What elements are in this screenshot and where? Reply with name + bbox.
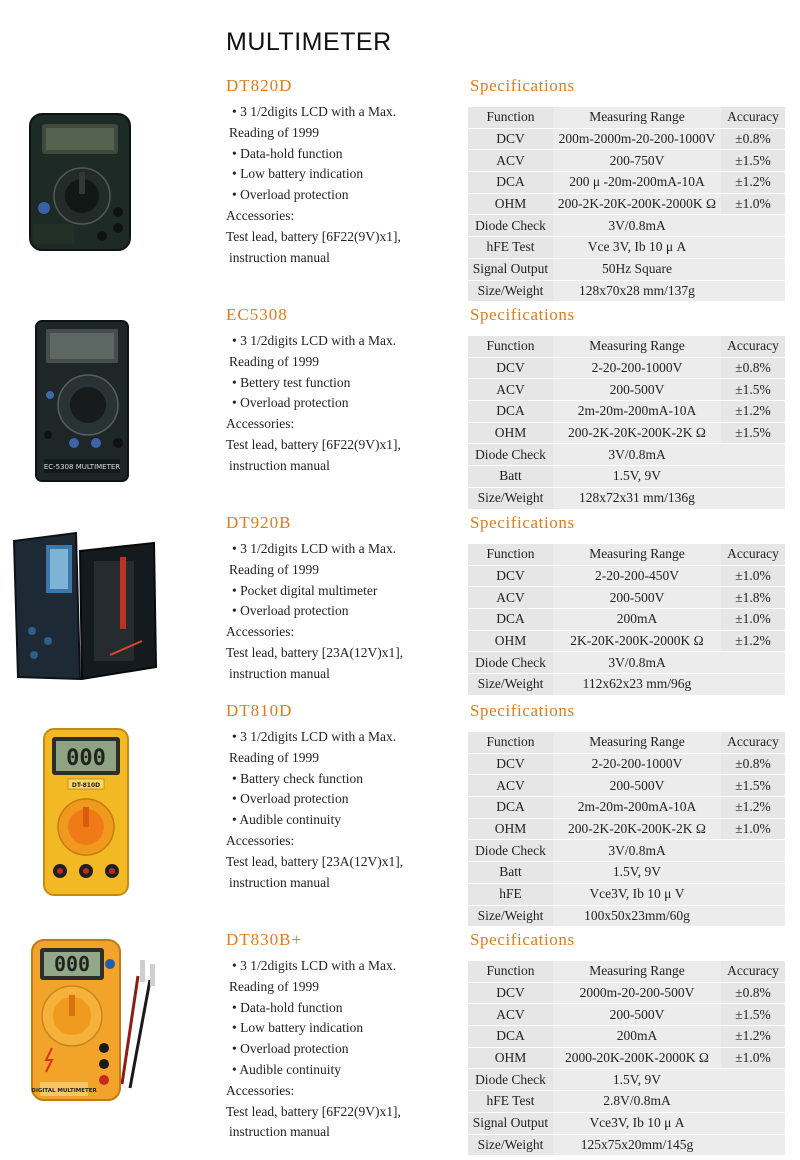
feature-line: • Audible continuity	[232, 1061, 341, 1077]
model-name: DT830B+	[226, 930, 303, 949]
spec-function: DCV	[468, 129, 553, 151]
spec-accuracy	[721, 1091, 785, 1113]
feature-list	[226, 727, 456, 893]
spec-range: 200-2K-20K-200K-2000K Ω	[553, 194, 721, 216]
feature-line: • Bettery test function	[232, 374, 351, 390]
multimeter-photo-dt820d	[28, 112, 132, 252]
feature-line: • 3 1/2digits LCD with a Max.	[232, 333, 397, 348]
spec-accuracy: ±1.0%	[721, 194, 785, 216]
feature-line: Reading of 1999	[229, 124, 319, 140]
spec-range: 2-20-200-450V	[553, 566, 721, 588]
spec-function: hFE	[468, 884, 553, 906]
spec-range: Vce3V, Ib 10 μ V	[553, 884, 721, 906]
feature-line: instruction manual	[229, 457, 330, 473]
spec-row	[468, 819, 785, 841]
spec-row	[468, 862, 785, 884]
spec-accuracy	[721, 906, 785, 928]
spec-accuracy: ±1.2%	[721, 631, 785, 653]
spec-table	[468, 336, 785, 510]
spec-function: Signal Output	[468, 1113, 553, 1135]
spec-row	[468, 379, 785, 401]
feature-line: Reading of 1999	[229, 749, 319, 765]
spec-function: Size/Weight	[468, 674, 553, 696]
header-range: Measuring Range	[553, 732, 721, 754]
feature-line: Accessories:	[226, 207, 295, 223]
spec-function: DCA	[468, 401, 553, 423]
spec-row	[468, 609, 785, 631]
spec-function: OHM	[468, 1048, 553, 1070]
spec-row	[468, 1091, 785, 1113]
feature-line: Accessories:	[226, 624, 295, 640]
feature-line: • Audible continuity	[232, 812, 341, 828]
feature-line: • Data-hold function	[232, 999, 343, 1015]
spec-function: Size/Weight	[468, 906, 553, 928]
spec-row	[468, 215, 785, 237]
spec-function: DCA	[468, 609, 553, 631]
spec-row	[468, 840, 785, 862]
spec-accuracy: ±0.8%	[721, 754, 785, 776]
feature-line: Reading of 1999	[229, 561, 319, 577]
spec-row	[468, 237, 785, 259]
spec-range: 128x70x28 mm/137g	[553, 281, 721, 303]
spec-range: 200-750V	[553, 150, 721, 172]
spec-header-row	[468, 961, 785, 983]
spec-function: Diode Check	[468, 1069, 553, 1091]
header-function: Function	[468, 544, 553, 566]
spec-row	[468, 358, 785, 380]
spec-function: Diode Check	[468, 652, 553, 674]
spec-row	[468, 1004, 785, 1026]
feature-list	[226, 102, 456, 268]
spec-range: 200 μ -20m-200mA-10A	[553, 172, 721, 194]
spec-heading: Specifications	[470, 930, 575, 949]
header-range: Measuring Range	[553, 961, 721, 983]
spec-range: 200-500V	[553, 1004, 721, 1026]
spec-range: 2m-20m-200mA-10A	[553, 797, 721, 819]
spec-range: 128x72x31 mm/136g	[553, 488, 721, 510]
spec-accuracy: ±0.8%	[721, 129, 785, 151]
spec-row	[468, 631, 785, 653]
feature-list	[226, 956, 456, 1143]
spec-row	[468, 906, 785, 928]
spec-accuracy	[721, 862, 785, 884]
feature-line: instruction manual	[229, 665, 330, 681]
spec-range: 200mA	[553, 1026, 721, 1048]
feature-line: Accessories:	[226, 1082, 295, 1098]
spec-accuracy: ±1.5%	[721, 1004, 785, 1026]
spec-function: ACV	[468, 1004, 553, 1026]
spec-accuracy: ±0.8%	[721, 358, 785, 380]
spec-accuracy	[721, 652, 785, 674]
spec-row	[468, 259, 785, 281]
spec-accuracy: ±1.2%	[721, 1026, 785, 1048]
feature-line: Test lead, battery [6F22(9V)x1],	[226, 1103, 401, 1119]
header-range: Measuring Range	[553, 107, 721, 129]
header-function: Function	[468, 107, 553, 129]
header-accuracy: Accuracy	[721, 732, 785, 754]
spec-row	[468, 674, 785, 696]
photo-label: DIGITAL MULTIMETER	[31, 1088, 97, 1094]
spec-range: 2-20-200-1000V	[553, 358, 721, 380]
spec-accuracy: ±1.0%	[721, 819, 785, 841]
spec-heading: Specifications	[470, 701, 575, 720]
spec-range: 2-20-200-1000V	[553, 754, 721, 776]
spec-function: hFE Test	[468, 1091, 553, 1113]
spec-function: Batt	[468, 862, 553, 884]
spec-range: 200m-2000m-20-200-1000V	[553, 129, 721, 151]
spec-row	[468, 1026, 785, 1048]
model-name: DT810D	[226, 701, 293, 720]
spec-range: Vce3V, Ib 10 μ A	[553, 1113, 721, 1135]
spec-row	[468, 488, 785, 510]
feature-line: instruction manual	[229, 1124, 330, 1140]
spec-function: ACV	[468, 150, 553, 172]
spec-header-row	[468, 107, 785, 129]
spec-accuracy: ±1.0%	[721, 609, 785, 631]
spec-range: 3V/0.8mA	[553, 652, 721, 674]
spec-accuracy	[721, 1069, 785, 1091]
spec-header-row	[468, 544, 785, 566]
spec-accuracy: ±0.8%	[721, 983, 785, 1005]
spec-function: Batt	[468, 466, 553, 488]
feature-line: • Low battery indication	[232, 1020, 364, 1036]
spec-row	[468, 444, 785, 466]
spec-row	[468, 1048, 785, 1070]
spec-range: 200mA	[553, 609, 721, 631]
spec-row	[468, 775, 785, 797]
spec-row	[468, 1113, 785, 1135]
feature-line: • Overload protection	[232, 603, 349, 619]
feature-line: Reading of 1999	[229, 978, 319, 994]
spec-range: 2000-20K-200K-2000K Ω	[553, 1048, 721, 1070]
spec-accuracy	[721, 674, 785, 696]
spec-header-row	[468, 732, 785, 754]
spec-range: 2000m-20-200-500V	[553, 983, 721, 1005]
spec-accuracy: ±1.8%	[721, 587, 785, 609]
feature-line: • 3 1/2digits LCD with a Max.	[232, 958, 397, 973]
feature-line: • Pocket digital multimeter	[232, 582, 378, 598]
spec-function: ACV	[468, 587, 553, 609]
spec-accuracy: ±1.2%	[721, 797, 785, 819]
feature-line: • Overload protection	[232, 1041, 349, 1057]
spec-function: DCV	[468, 566, 553, 588]
feature-line: Test lead, battery [23A(12V)x1],	[226, 853, 404, 869]
spec-row	[468, 652, 785, 674]
spec-row	[468, 150, 785, 172]
model-name: EC5308	[226, 305, 288, 324]
multimeter-photo-dt830b-plus	[26, 936, 162, 1104]
spec-range: 2K-20K-200K-2000K Ω	[553, 631, 721, 653]
header-range: Measuring Range	[553, 544, 721, 566]
header-accuracy: Accuracy	[721, 544, 785, 566]
multimeter-photo-dt810d	[42, 727, 130, 897]
spec-heading: Specifications	[470, 305, 575, 324]
spec-range: 100x50x23mm/60g	[553, 906, 721, 928]
header-function: Function	[468, 732, 553, 754]
spec-row	[468, 129, 785, 151]
spec-table	[468, 107, 785, 302]
feature-line: • 3 1/2digits LCD with a Max.	[232, 541, 397, 556]
spec-row	[468, 566, 785, 588]
spec-accuracy: ±1.0%	[721, 1048, 785, 1070]
spec-accuracy: ±1.5%	[721, 150, 785, 172]
feature-line: • 3 1/2digits LCD with a Max.	[232, 729, 397, 744]
spec-function: DCA	[468, 1026, 553, 1048]
spec-range: 3V/0.8mA	[553, 215, 721, 237]
feature-line: • Battery check function	[232, 770, 364, 786]
spec-range: 3V/0.8mA	[553, 840, 721, 862]
spec-function: OHM	[468, 631, 553, 653]
spec-range: 125x75x20mm/145g	[553, 1135, 721, 1157]
feature-line: Test lead, battery [6F22(9V)x1],	[226, 436, 401, 452]
spec-accuracy: ±1.5%	[721, 379, 785, 401]
spec-row	[468, 172, 785, 194]
feature-line: Accessories:	[226, 832, 295, 848]
spec-range: Vce 3V, Ib 10 μ A	[553, 237, 721, 259]
feature-line: • Low battery indication	[232, 166, 364, 182]
spec-function: DCV	[468, 983, 553, 1005]
spec-function: DCA	[468, 797, 553, 819]
spec-accuracy	[721, 237, 785, 259]
lcd-readout: 000	[66, 746, 106, 771]
spec-function: OHM	[468, 423, 553, 445]
spec-heading: Specifications	[470, 76, 575, 95]
feature-line: Accessories:	[226, 416, 295, 432]
spec-function: ACV	[468, 379, 553, 401]
spec-row	[468, 194, 785, 216]
spec-row	[468, 797, 785, 819]
multimeter-photo-dt920b	[10, 531, 158, 683]
spec-function: DCV	[468, 358, 553, 380]
feature-line: instruction manual	[229, 874, 330, 890]
spec-accuracy	[721, 444, 785, 466]
spec-function: Signal Output	[468, 259, 553, 281]
spec-row	[468, 423, 785, 445]
spec-accuracy: ±1.5%	[721, 775, 785, 797]
spec-accuracy	[721, 259, 785, 281]
spec-accuracy	[721, 466, 785, 488]
spec-function: Size/Weight	[468, 488, 553, 510]
header-accuracy: Accuracy	[721, 336, 785, 358]
spec-range: 1.5V, 9V	[553, 466, 721, 488]
spec-function: ACV	[468, 775, 553, 797]
spec-range: 2m-20m-200mA-10A	[553, 401, 721, 423]
spec-row	[468, 587, 785, 609]
header-function: Function	[468, 336, 553, 358]
spec-accuracy	[721, 215, 785, 237]
spec-function: OHM	[468, 819, 553, 841]
feature-line: Test lead, battery [6F22(9V)x1],	[226, 228, 401, 244]
spec-range: 1.5V, 9V	[553, 862, 721, 884]
spec-range: 200-2K-20K-200K-2K Ω	[553, 819, 721, 841]
spec-accuracy	[721, 1113, 785, 1135]
multimeter-photo-ec5308	[34, 319, 130, 483]
header-accuracy: Accuracy	[721, 961, 785, 983]
spec-range: 1.5V, 9V	[553, 1069, 721, 1091]
spec-row	[468, 401, 785, 423]
spec-row	[468, 466, 785, 488]
feature-line: • Data-hold function	[232, 145, 343, 161]
spec-heading: Specifications	[470, 513, 575, 532]
spec-table	[468, 961, 785, 1156]
spec-accuracy: ±1.2%	[721, 172, 785, 194]
spec-range: 200-500V	[553, 775, 721, 797]
spec-function: Size/Weight	[468, 281, 553, 303]
spec-accuracy	[721, 840, 785, 862]
model-name: DT820D	[226, 76, 293, 95]
spec-header-row	[468, 336, 785, 358]
spec-row	[468, 1135, 785, 1157]
spec-function: DCA	[468, 172, 553, 194]
header-function: Function	[468, 961, 553, 983]
spec-accuracy	[721, 488, 785, 510]
spec-accuracy	[721, 884, 785, 906]
feature-line: Test lead, battery [23A(12V)x1],	[226, 644, 404, 660]
spec-accuracy: ±1.2%	[721, 401, 785, 423]
spec-accuracy	[721, 1135, 785, 1157]
feature-line: • 3 1/2digits LCD with a Max.	[232, 104, 397, 119]
feature-line: instruction manual	[229, 249, 330, 265]
page-title: MULTIMETER	[226, 28, 392, 56]
spec-range: 2.8V/0.8mA	[553, 1091, 721, 1113]
spec-row	[468, 983, 785, 1005]
spec-range: 112x62x23 mm/96g	[553, 674, 721, 696]
feature-line: Reading of 1999	[229, 353, 319, 369]
spec-table	[468, 544, 785, 696]
spec-row	[468, 754, 785, 776]
feature-line: • Overload protection	[232, 187, 349, 203]
feature-line: • Overload protection	[232, 791, 349, 807]
feature-list	[226, 539, 456, 685]
header-accuracy: Accuracy	[721, 107, 785, 129]
spec-row	[468, 1069, 785, 1091]
header-range: Measuring Range	[553, 336, 721, 358]
spec-table	[468, 732, 785, 927]
spec-accuracy: ±1.0%	[721, 566, 785, 588]
spec-range: 200-500V	[553, 587, 721, 609]
lcd-readout: 000	[53, 952, 91, 976]
spec-function: Diode Check	[468, 840, 553, 862]
spec-function: OHM	[468, 194, 553, 216]
spec-row	[468, 884, 785, 906]
spec-range: 3V/0.8mA	[553, 444, 721, 466]
model-name: DT920B	[226, 513, 292, 532]
spec-range: 200-500V	[553, 379, 721, 401]
spec-function: DCV	[468, 754, 553, 776]
spec-function: hFE Test	[468, 237, 553, 259]
spec-function: Diode Check	[468, 444, 553, 466]
spec-row	[468, 281, 785, 303]
feature-line: • Overload protection	[232, 395, 349, 411]
spec-function: Diode Check	[468, 215, 553, 237]
spec-function: Size/Weight	[468, 1135, 553, 1157]
spec-accuracy	[721, 281, 785, 303]
photo-label: EC-5308 MULTIMETER	[43, 463, 121, 471]
photo-label: DT-810D	[71, 782, 101, 789]
spec-range: 50Hz Square	[553, 259, 721, 281]
feature-list	[226, 331, 456, 477]
spec-range: 200-2K-20K-200K-2K Ω	[553, 423, 721, 445]
spec-accuracy: ±1.5%	[721, 423, 785, 445]
